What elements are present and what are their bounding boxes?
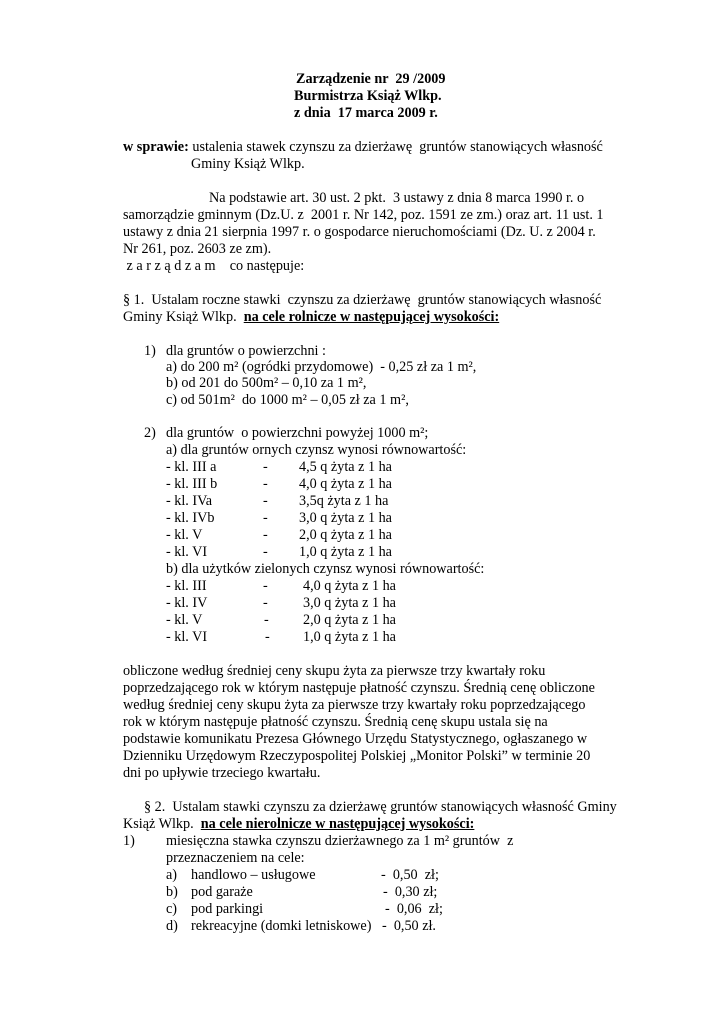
subject-label: w sprawie:: [123, 139, 189, 155]
rate-purpose: rekreacyjne (domki letniskowe): [191, 918, 372, 934]
point-1-number: 1): [144, 343, 156, 359]
explanation-line: według średniej ceny skupu żyta za pierwsze trzy kwartały roku poprzedzającego: [123, 697, 586, 713]
rate-value: - 0,50 zł.: [382, 918, 436, 934]
explanation-line: rok w którym następuje płatność czynszu. Średnią cenę skupu ustala się na: [123, 714, 548, 730]
explanation-line: poprzedzającego rok w którym następuje płatność czynszu. Średnią cenę obliczone: [123, 680, 595, 696]
arable-heading: a) dla gruntów ornych czynsz wynosi równowartość:: [166, 442, 467, 458]
arable-class: - kl. IVa: [166, 493, 213, 509]
section-1-heading-cont: [123, 310, 499, 324]
dash: -: [263, 544, 268, 560]
dash: -: [263, 595, 268, 611]
s2-point-1-heading: miesięczna stawka czynszu dzierżawnego za 1 m² gruntów z: [166, 833, 514, 849]
point-1-item-a: a) do 200 m² (ogródki przydomowe) - 0,25 zł za 1 m²,: [166, 359, 477, 375]
section-2-purpose: na cele nierolnicze w następującej wysokości:: [200, 816, 475, 832]
section-2-heading-cont: [123, 817, 474, 831]
dash: -: [263, 527, 268, 543]
section-1-heading: § 1. Ustalam roczne stawki czynszu za dzierżawę gruntów stanowiących własność: [123, 292, 602, 308]
arable-class: - kl. III a: [166, 459, 217, 475]
point-1-heading: dla gruntów o powierzchni :: [166, 343, 326, 359]
arable-class: - kl. IVb: [166, 510, 215, 526]
grassland-heading: b) dla użytków zielonych czynsz wynosi równowartość:: [166, 561, 485, 577]
grassland-class: - kl. IV: [166, 595, 208, 611]
rate-value: - 0,30 zł;: [383, 884, 438, 900]
section-2-heading: § 2. Ustalam stawki czynszu za dzierżawę gruntów stanowiących własność Gminy: [144, 799, 617, 815]
arable-value: 4,5 q żyta z 1 ha: [299, 459, 392, 475]
grassland-value: 3,0 q żyta z 1 ha: [303, 595, 396, 611]
point-2-number: 2): [144, 425, 156, 441]
rate-letter: a): [166, 867, 178, 883]
dash: -: [264, 612, 269, 628]
dash: -: [263, 510, 268, 526]
arable-value: 2,0 q żyta z 1 ha: [299, 527, 392, 543]
section-1-purpose: na cele rolnicze w następującej wysokości:: [243, 309, 500, 325]
arable-value: 3,5q żyta z 1 ha: [299, 493, 389, 509]
grassland-class: - kl. V: [166, 612, 203, 628]
s2-point-1-heading-cont: przeznaczeniem na cele:: [166, 850, 305, 866]
preamble-line: ustawy z dnia 21 sierpnia 1997 r. o gospodarce nieruchomościami (Dz. U. z 2004 r.: [123, 224, 596, 240]
subject-line: [123, 140, 603, 154]
dash: -: [263, 578, 268, 594]
explanation-line: Dzienniku Urzędowym Rzeczypospolitej Polskiej „Monitor Polski” w terminie 20: [123, 748, 591, 764]
dash: -: [265, 629, 270, 645]
grassland-class: - kl. VI: [166, 629, 208, 645]
dash: -: [263, 476, 268, 492]
grassland-value: 1,0 q żyta z 1 ha: [303, 629, 396, 645]
rate-purpose: pod parkingi: [191, 901, 264, 917]
dash: -: [263, 459, 268, 475]
grassland-value: 2,0 q żyta z 1 ha: [303, 612, 396, 628]
arable-value: 3,0 q żyta z 1 ha: [299, 510, 392, 526]
arable-value: 1,0 q żyta z 1 ha: [299, 544, 392, 560]
point-1-item-c: c) od 501m² do 1000 m² – 0,05 zł za 1 m²,: [166, 392, 409, 408]
subject-text: ustalenia stawek czynszu za dzierżawę gruntów stanowiących własność: [188, 139, 603, 155]
s2-point-1-number: 1): [123, 833, 135, 849]
decree-date: z dnia 17 marca 2009 r.: [294, 105, 438, 121]
section-2-owner: Książ Wlkp.: [123, 816, 201, 832]
point-1-item-b: b) od 201 do 500m² – 0,10 za 1 m²,: [166, 375, 367, 391]
dash: -: [263, 493, 268, 509]
rate-purpose: pod garaże: [191, 884, 253, 900]
rate-letter: c): [166, 901, 178, 917]
point-2-heading: dla gruntów o powierzchni powyżej 1000 m²;: [166, 425, 429, 441]
rate-value: - 0,06 zł;: [385, 901, 443, 917]
section-1-owner: Gminy Książ Wlkp.: [123, 309, 244, 325]
rate-purpose: handlowo – usługowe: [191, 867, 316, 883]
explanation-line: podstawie komunikatu Prezesa Głównego Urzędu Statystycznego, ogłaszanego w: [123, 731, 588, 747]
issuer: Burmistrza Książ Wlkp.: [294, 88, 442, 104]
arable-value: 4,0 q żyta z 1 ha: [299, 476, 392, 492]
grassland-class: - kl. III: [166, 578, 207, 594]
explanation-line: dni po upływie trzeciego kwartału.: [123, 765, 321, 781]
arable-class: - kl. III b: [166, 476, 218, 492]
decree-number: Zarządzenie nr 29 /2009: [296, 71, 446, 87]
preamble-line: Nr 261, poz. 2603 ze zm).: [123, 241, 272, 257]
preamble-line: samorządzie gminnym (Dz.U. z 2001 r. Nr 142, poz. 1591 ze zm.) oraz art. 11 ust. 1: [123, 207, 604, 223]
arable-class: - kl. V: [166, 527, 203, 543]
subject-text-cont: Gminy Książ Wlkp.: [191, 156, 305, 172]
arable-class: - kl. VI: [166, 544, 208, 560]
rate-value: - 0,50 zł;: [381, 867, 439, 883]
rate-letter: b): [166, 884, 178, 900]
preamble-line: Na podstawie art. 30 ust. 2 pkt. 3 ustawy z dnia 8 marca 1990 r. o: [209, 190, 585, 206]
grassland-value: 4,0 q żyta z 1 ha: [303, 578, 396, 594]
explanation-line: obliczone według średniej ceny skupu żyta za pierwsze trzy kwartały roku: [123, 663, 546, 679]
rate-letter: d): [166, 918, 178, 934]
orders-line: z a r z ą d z a m co następuje:: [123, 258, 305, 274]
